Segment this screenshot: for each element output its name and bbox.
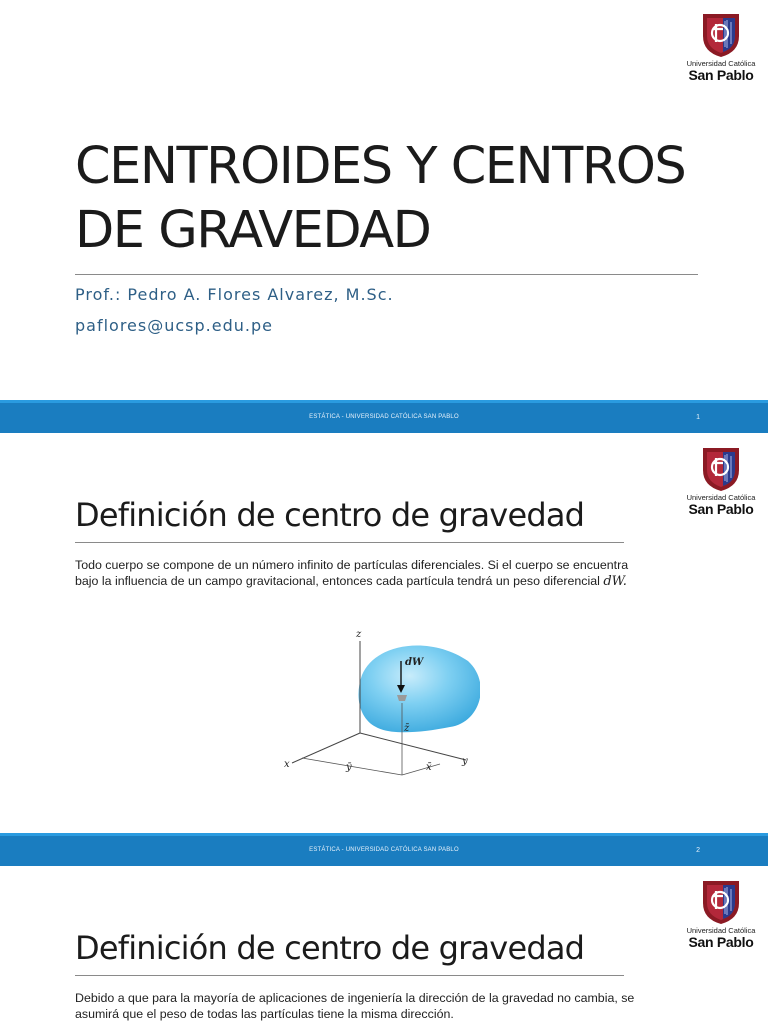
slide-title: Definición de centro de gravedad	[75, 929, 585, 967]
logo-university-text: Universidad Católica	[686, 493, 756, 502]
title-line-1: CENTROIDES Y CENTROS	[75, 137, 686, 196]
guide-xbar	[302, 758, 402, 775]
footer-text: ESTÁTICA - UNIVERSIDAD CATÓLICA SAN PABLO	[309, 414, 459, 420]
page-number: 2	[696, 847, 700, 854]
page-number: 1	[696, 414, 700, 421]
label-x: x	[284, 759, 290, 770]
body-paragraph	[75, 990, 737, 1022]
footer-text: ESTÁTICA - UNIVERSIDAD CATÓLICA SAN PABLO	[309, 847, 459, 853]
label-y: y	[462, 756, 468, 767]
y-axis	[360, 733, 466, 760]
gravity-figure	[280, 623, 480, 793]
slide-2	[0, 433, 768, 833]
author-email[interactable]: paflores@ucsp.edu.pe	[75, 316, 273, 335]
university-logo	[683, 446, 759, 520]
label-dw: dW	[405, 657, 424, 668]
slide-1	[0, 0, 768, 400]
slide-footer-1	[0, 400, 768, 433]
university-logo	[683, 12, 759, 86]
paragraph-line-2: bajo la influencia de un campo gravitacional, entonces cada partícula tendrá un peso diferencial dW.	[75, 574, 627, 589]
logo-san-pablo-text: San Pablo	[688, 501, 754, 517]
crest-icon	[701, 879, 741, 925]
logo-university-text: Universidad Católica	[686, 926, 756, 935]
label-xbar: x̄	[426, 762, 432, 773]
crest-icon	[701, 446, 741, 492]
title-divider	[75, 542, 624, 543]
slide-title	[75, 135, 715, 263]
logo-san-pablo-text: San Pablo	[688, 934, 754, 950]
crest-icon	[701, 12, 741, 58]
author-name: Prof.: Pedro A. Flores Alvarez, M.Sc.	[75, 285, 394, 304]
body-paragraph	[75, 557, 737, 590]
label-ybar: ȳ	[346, 762, 352, 773]
title-divider	[75, 975, 624, 976]
title-divider	[75, 274, 698, 275]
university-logo	[683, 879, 759, 953]
guide-ybar	[402, 764, 440, 775]
paragraph-line-2: asumirá que el peso de todas las partículas tiene la misma dirección.	[75, 1007, 454, 1021]
logo-university-text: Universidad Católica	[686, 59, 756, 68]
math-dw: dW.	[603, 574, 627, 589]
slide-title: Definición de centro de gravedad	[75, 496, 585, 534]
title-line-2: DE GRAVEDAD	[75, 201, 431, 260]
label-zbar: z̄	[404, 723, 410, 734]
label-z: z	[356, 629, 362, 640]
x-axis	[292, 733, 360, 763]
logo-san-pablo-text: San Pablo	[688, 67, 754, 83]
paragraph-line-1: Debido a que para la mayoría de aplicaciones de ingeniería la dirección de la gravedad no cambia, se	[75, 991, 635, 1005]
paragraph-line-1: Todo cuerpo se compone de un número infinito de partículas diferenciales. Si el cuerpo se encuentra	[75, 558, 629, 572]
slide-footer-2	[0, 833, 768, 866]
slide-3	[0, 866, 768, 1024]
